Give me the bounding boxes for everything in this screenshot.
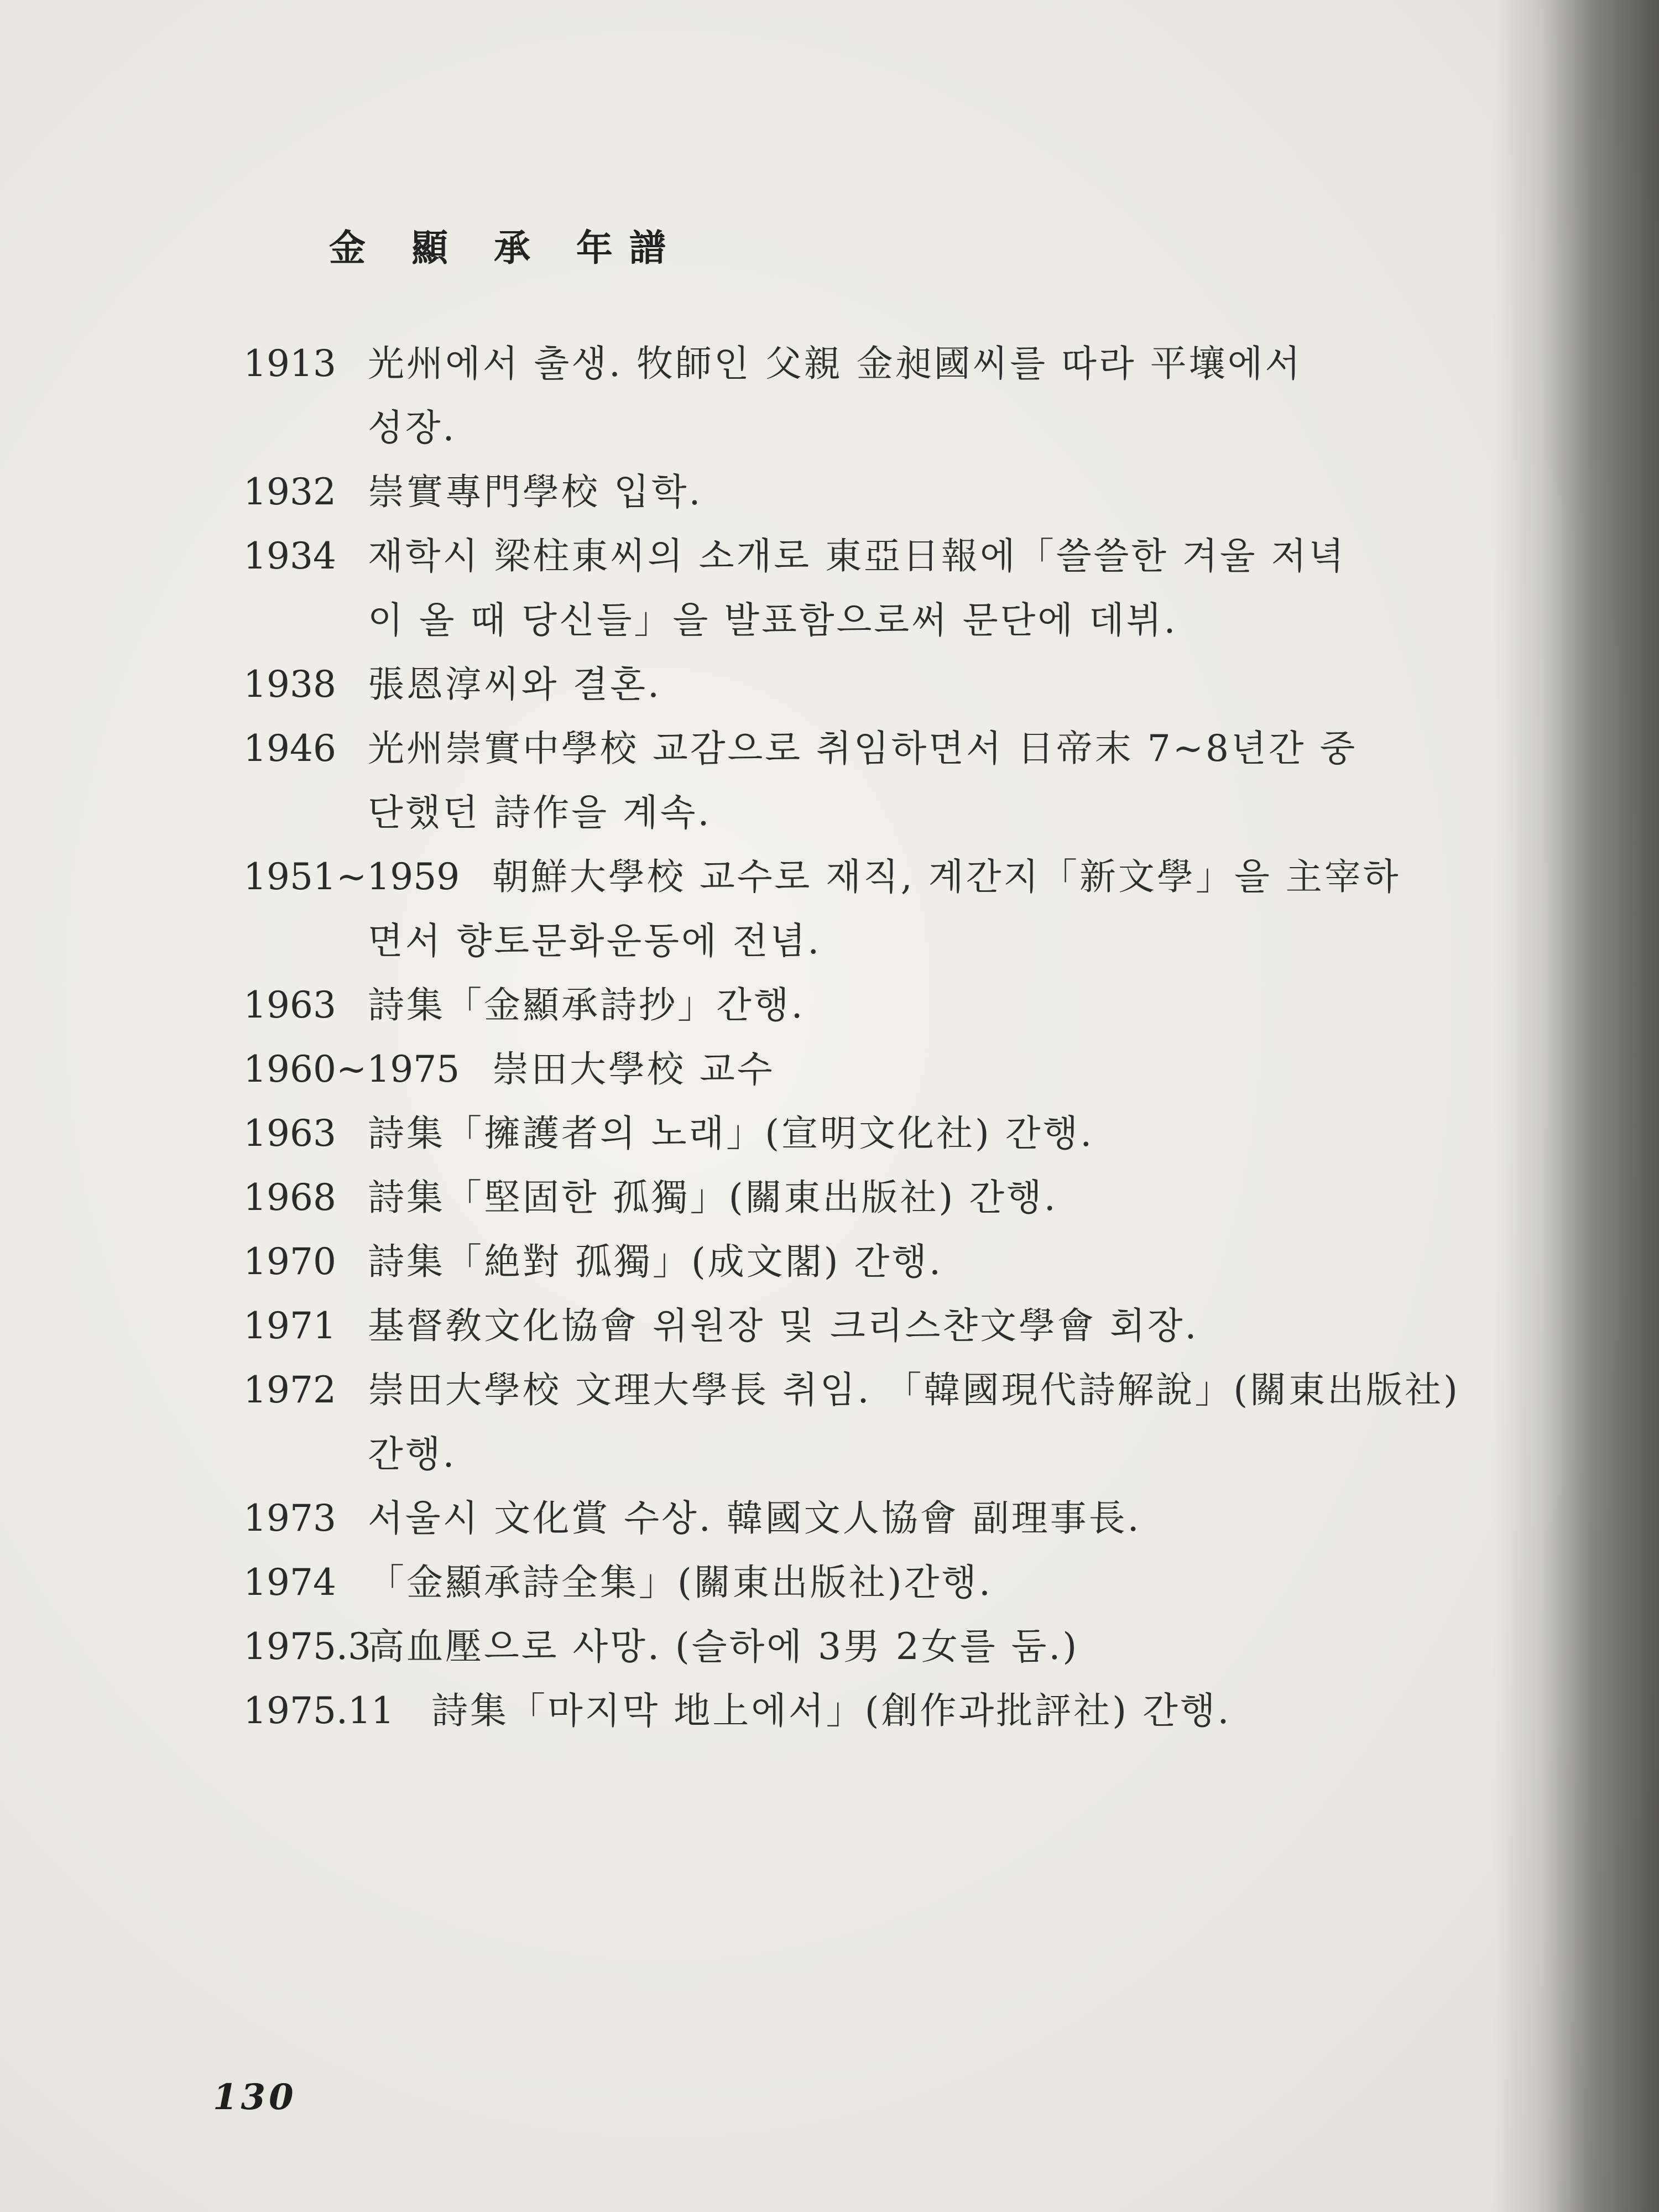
entry-text-continued: 단했던 詩作을 계속. (368, 791, 712, 834)
entry-text: 張恩淳씨와 결혼. (368, 663, 661, 706)
entry-year: 1975.3 (243, 1625, 371, 1668)
entry-year: 1963 (243, 1112, 336, 1155)
entry-year: 1932 (243, 471, 336, 513)
entry-text: 朝鮮大學校 교수로 재직, 계간지「新文學」을 主宰하 (492, 855, 1401, 898)
page-title: 金 顯 承 年譜 (329, 227, 682, 269)
entry-year: 1972 (243, 1369, 336, 1411)
entry-year: 1971 (243, 1305, 336, 1347)
entry-text: 基督敎文化協會 위원장 및 크리스챤文學會 회장. (368, 1305, 1199, 1347)
entry-text: 詩集「堅固한 孤獨」(關東出版社) 간행. (368, 1176, 1058, 1219)
entry-text: 서울시 文化賞 수상. 韓國文人協會 副理事長. (368, 1497, 1141, 1540)
chronology-entry (243, 1615, 1493, 1679)
entry-year: 1975.11 (243, 1689, 394, 1732)
entry-year: 1968 (243, 1176, 336, 1219)
entry-year: 1913 (243, 342, 336, 385)
chronology-entry (243, 717, 1493, 845)
chronology-entry (243, 1102, 1493, 1166)
chronology-entry (243, 460, 1493, 524)
chronology-entry (243, 1294, 1493, 1358)
entry-year: 1934 (243, 535, 336, 577)
entry-text: 詩集「擁護者의 노래」(宣明文化社) 간행. (368, 1112, 1094, 1155)
chronology-entry (243, 1037, 1493, 1102)
entry-text-continued: 이 올 때 당신들」을 발표함으로써 문단에 데뷔. (368, 599, 1178, 641)
entry-text-continued: 면서 향토문화운동에 전념. (368, 920, 822, 962)
entry-year: 1970 (243, 1240, 336, 1283)
entry-text: 詩集「絶對 孤獨」(成文閣) 간행. (368, 1240, 943, 1283)
entry-text: 崇田大學校 교수 (492, 1048, 775, 1091)
entry-year: 1974 (243, 1561, 336, 1604)
chronology-entry (243, 1358, 1493, 1486)
entry-text: 詩集「마지막 地上에서」(創作과批評社) 간행. (431, 1689, 1232, 1732)
chronology-entry (243, 1230, 1493, 1294)
chronology-entry (243, 653, 1493, 717)
entry-year: 1963 (243, 984, 336, 1026)
chronology-entry (243, 973, 1493, 1037)
entry-year: 1973 (243, 1497, 336, 1540)
entry-text: 崇實專門學校 입학. (368, 471, 703, 513)
chronology-entry (243, 1551, 1493, 1615)
entry-text: 光州에서 출생. 牧師인 父親 金昶國씨를 따라 平壤에서 (368, 342, 1303, 385)
entry-text: 光州崇實中學校 교감으로 취임하면서 日帝末 7~8년간 중 (368, 727, 1358, 770)
entry-text: 崇田大學校 文理大學長 취임. 「韓國現代詩解說」(關東出版社) (368, 1369, 1460, 1411)
chronology-entry (243, 1486, 1493, 1551)
entry-text-continued: 간행. (368, 1433, 457, 1475)
entry-text: 詩集「金顯承詩抄」간행. (368, 984, 805, 1026)
chronology-list (243, 332, 1493, 1743)
entry-text: 「金顯承詩全集」(關東出版社)간행. (368, 1561, 993, 1604)
chronology-entry (243, 1679, 1493, 1743)
chronology-entry (243, 1166, 1493, 1230)
chronology-entry (243, 332, 1493, 460)
chronology-entry (243, 845, 1493, 973)
entry-year: 1946 (243, 727, 336, 770)
binding-shadow (1493, 0, 1659, 2212)
entry-text: 高血壓으로 사망. (슬하에 3男 2女를 둠.) (368, 1625, 1079, 1668)
entry-text-continued: 성장. (368, 406, 457, 449)
chronology-entry (243, 524, 1493, 653)
page-number: 130 (213, 2077, 297, 2118)
entry-year: 1951~1959 (243, 855, 460, 898)
entry-year: 1960~1975 (243, 1048, 460, 1091)
entry-text: 재학시 梁柱東씨의 소개로 東亞日報에「쓸쓸한 겨울 저녁 (368, 535, 1346, 577)
entry-year: 1938 (243, 663, 336, 706)
